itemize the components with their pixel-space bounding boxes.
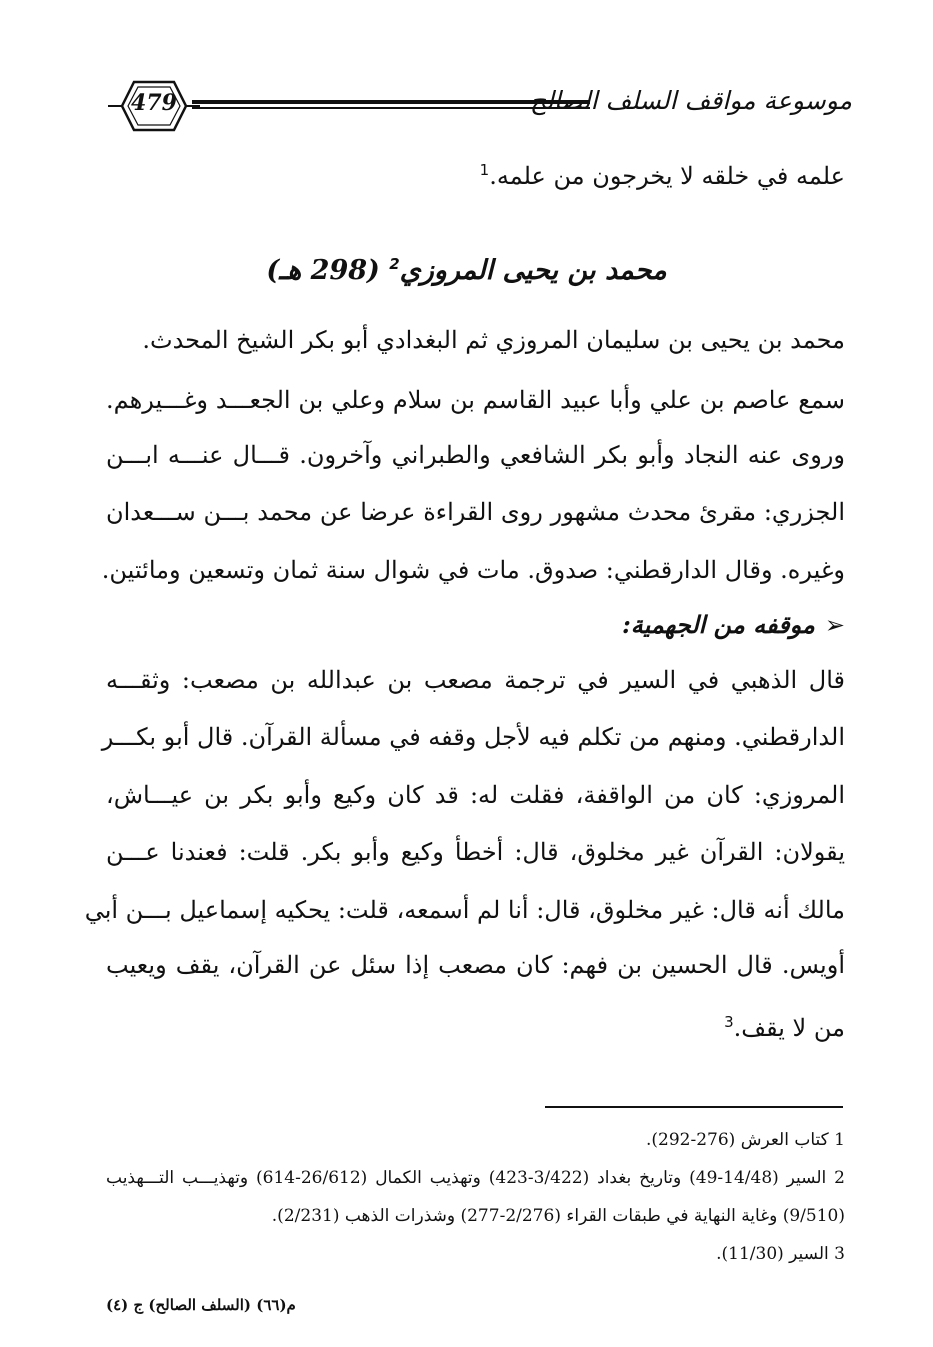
- arrow-bullet-icon: ➢: [824, 611, 845, 639]
- body-line: المروزي: كان من الواقفة، فقلت له: قد كان وكيع وأبو بكر بن عيـــاش،: [106, 781, 845, 809]
- subheading-text: موقفه من الجهمية:: [621, 610, 815, 639]
- bio-line: وغيره. وقال الدارقطني: صدوق. مات في شوال سنة ثمان وتسعين ومائتين.: [101, 556, 845, 584]
- subheading: [622, 595, 845, 655]
- body-last-text: من لا يقف.: [733, 1014, 845, 1042]
- body-line-last: [106, 992, 845, 1052]
- footnote-ref: 1: [479, 161, 490, 179]
- page-header: [100, 72, 852, 142]
- bio-line: محمد بن يحيى بن سليمان المروزي ثم البغدادي أبو بكر الشيخ المحدث.: [142, 326, 845, 354]
- page-number-badge: [108, 76, 200, 136]
- footnote: 3 السير (11/30).: [716, 1244, 845, 1264]
- opening-text: علمه في خلقه لا يخرجون من علمه.: [489, 162, 845, 190]
- bio-line: الجزري: مقرئ محدث مشهور روى القراءة عرضا عن محمد بـــن ســـعدان: [106, 498, 845, 526]
- body-line: الدارقطني. ومنهم من تكلم فيه لأجل وقفه في مسألة القرآن. قال أبو بكـــر: [101, 723, 845, 751]
- bio-line: سمع عاصم بن علي وأبا عبيد القاسم بن سلام وعلي بن الجعـــد وغـــيرهم.: [106, 386, 845, 414]
- body-line: مالك أنه قال: غير مخلوق، قال: أنا لم أسمعه، قلت: يحكيه إسماعيل بـــن أبي: [84, 896, 845, 924]
- book-title: موسوعة مواقف السلف الصالح: [529, 86, 852, 115]
- page-signature: م(٦٦) (السلف الصالح) ج (٤): [106, 1296, 296, 1314]
- heading-name: محمد بن يحيى المروزي: [399, 255, 667, 286]
- body-line: قال الذهبي في السير في ترجمة مصعب بن عبدالله بن مصعب: وثقـــه: [106, 666, 845, 694]
- body-line: يقولان: القرآن غير مخلوق، قال: أخطأ وكيع وأبو بكر. قلت: فعندنا عـــن: [106, 838, 845, 866]
- footnote: 1 كتاب العرش (276-292).: [645, 1130, 845, 1150]
- heading-date: (298 هـ): [266, 255, 380, 286]
- footnote: (9/510) وغاية النهاية في طبقات القراء (2/276-277) وشذرات الذهب (2/231).: [271, 1206, 845, 1226]
- bio-line: وروى عنه النجاد وأبو بكر الشافعي والطبراني وآخرون. قـــال عنـــه ابـــن: [106, 441, 845, 469]
- body-line: أويس. قال الحسين بن فهم: كان مصعب إذا سئل عن القرآن، يقف ويعيب: [106, 951, 845, 979]
- footnote-ref: 3: [724, 1013, 734, 1031]
- section-heading: [0, 255, 933, 286]
- page-number: 479: [131, 90, 177, 116]
- footnote-separator: [545, 1106, 843, 1108]
- footnote: 2 السير (14/48-49) وتاريخ بغداد (3/422-423) وتهذيب الكمال (26/612-614) وتهذيـــب التـــهذيب: [106, 1168, 845, 1188]
- footnote-ref: 2: [389, 255, 400, 273]
- opening-line: [480, 140, 845, 206]
